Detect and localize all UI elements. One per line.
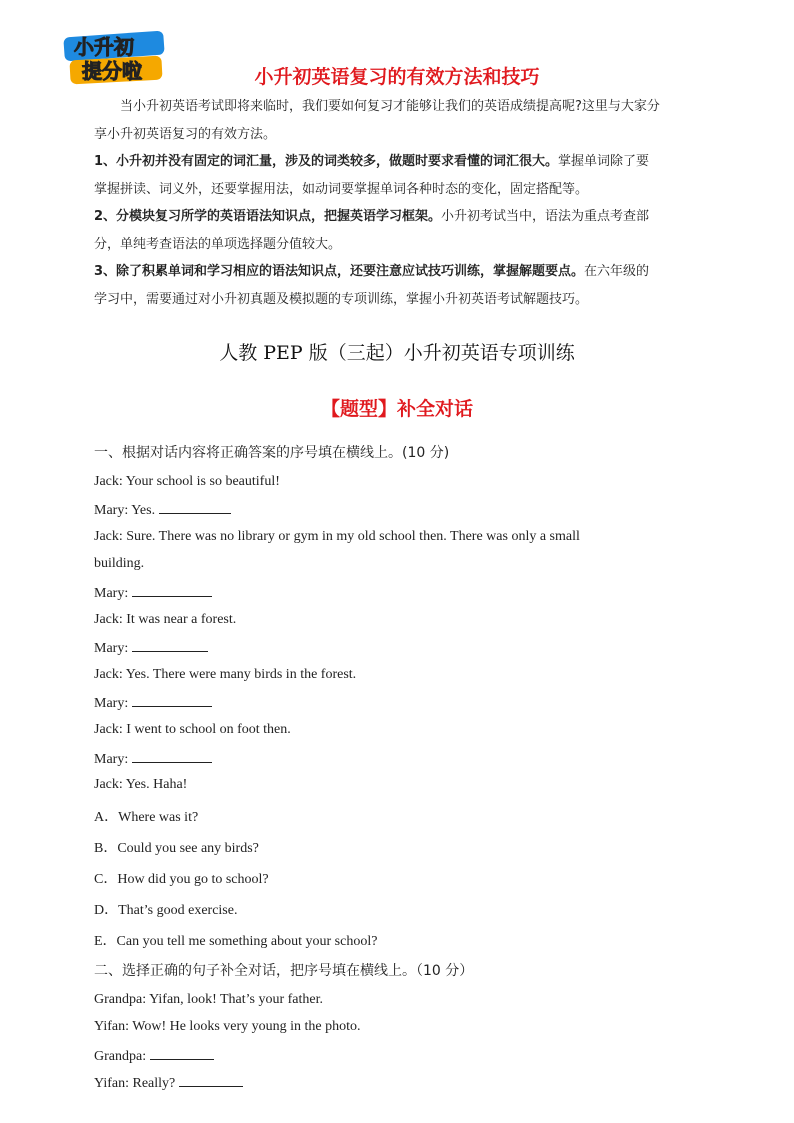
option-e: E．Can you tell me something about your school?: [94, 934, 378, 949]
dialogue-line: Yifan: Wow! He looks very young in the photo.: [94, 1019, 361, 1034]
tip-1-bold: 1、小升初并没有固定的词汇量，涉及的词类较多，做题时要求看懂的词汇很大。: [94, 154, 559, 169]
dialogue-text: Mary: Yes.: [94, 503, 156, 518]
dialogue-line: [94, 694, 212, 712]
dialogue-line: Jack: Your school is so beautiful!: [94, 474, 280, 489]
tip-3-line-2: 学习中，需要通过对小升初真题及模拟题的专项训练，掌握小升初英语考试解题技巧。: [94, 291, 589, 307]
tip-3-rest: 在六年级的: [584, 264, 650, 279]
dialogue-line: building.: [94, 556, 145, 571]
part1-instruction: 一、根据对话内容将正确答案的序号填在横线上。(10 分): [94, 445, 450, 461]
dialogue-text: Mary:: [94, 752, 129, 767]
option-c: C．How did you go to school?: [94, 872, 269, 887]
tip-1-rest: 掌握单词除了要: [558, 154, 650, 169]
option-b: B．Could you see any birds?: [94, 841, 259, 856]
dialogue-line: [94, 501, 231, 519]
dialogue-text: Grandpa:: [94, 1049, 147, 1064]
answer-blank[interactable]: [132, 639, 208, 652]
tip-2: [94, 203, 700, 231]
tip-1-line-2: 掌握拼读、词义外，还要掌握用法，如动词要掌握单词各种时态的变化，固定搭配等。: [94, 181, 589, 197]
answer-blank[interactable]: [132, 694, 212, 707]
part2-instruction: 二、选择正确的句子补全对话，把序号填在横线上。（10 分）: [94, 963, 474, 979]
tip-3: [94, 258, 700, 286]
answer-blank[interactable]: [150, 1047, 214, 1060]
dialogue-line: Jack: Yes. Haha!: [94, 777, 188, 792]
dialogue-text: Mary:: [94, 586, 129, 601]
tip-1: [94, 148, 700, 176]
subtitle: 人教 PEP 版（三起）小升初英语专项训练: [219, 342, 575, 364]
dialogue-text: Yifan: Really?: [94, 1076, 176, 1091]
logo-text-2: 提分啦: [82, 59, 142, 83]
dialogue-line: [94, 584, 212, 602]
dialogue-text: Mary:: [94, 641, 129, 656]
section-title: 【题型】补全对话: [320, 398, 473, 420]
dialogue-line: [94, 1047, 214, 1065]
dialogue-line: Grandpa: Yifan, look! That’s your father.: [94, 992, 323, 1007]
tip-2-line-2: 分，单纯考查语法的单项选择题分值较大。: [94, 236, 342, 252]
dialogue-text: Mary:: [94, 696, 129, 711]
option-a: A．Where was it?: [94, 810, 199, 825]
dialogue-line: Jack: It was near a forest.: [94, 612, 237, 627]
dialogue-line: [94, 639, 208, 657]
tip-2-rest: 小升初考试当中，语法为重点考查部: [441, 209, 650, 224]
answer-blank[interactable]: [179, 1074, 243, 1087]
dialogue-line: [94, 750, 212, 768]
page-title: 小升初英语复习的有效方法和技巧: [254, 66, 540, 88]
dialogue-line: Jack: Sure. There was no library or gym in my old school then. There was only a small: [94, 529, 580, 544]
answer-blank[interactable]: [159, 501, 231, 514]
answer-blank[interactable]: [132, 750, 212, 763]
option-d: D．That’s good exercise.: [94, 903, 238, 918]
dialogue-line: [94, 1074, 243, 1092]
answer-blank[interactable]: [132, 584, 212, 597]
intro-block: [94, 93, 700, 313]
logo-text-1: 小升初: [74, 35, 134, 59]
dialogue-line: Jack: Yes. There were many birds in the forest.: [94, 667, 357, 682]
intro-line-2: 享小升初英语复习的有效方法。: [94, 126, 277, 142]
tip-2-bold: 2、分模块复习所学的英语语法知识点，把握英语学习框架。: [94, 209, 442, 224]
dialogue-line: Jack: I went to school on foot then.: [94, 722, 291, 737]
tip-3-bold: 3、除了积累单词和学习相应的语法知识点，还要注意应试技巧训练，掌握解题要点。: [94, 264, 585, 279]
intro-line-1: 当小升初英语考试即将来临时，我们要如何复习才能够让我们的英语成绩提高呢?这里与大家分: [120, 99, 660, 114]
